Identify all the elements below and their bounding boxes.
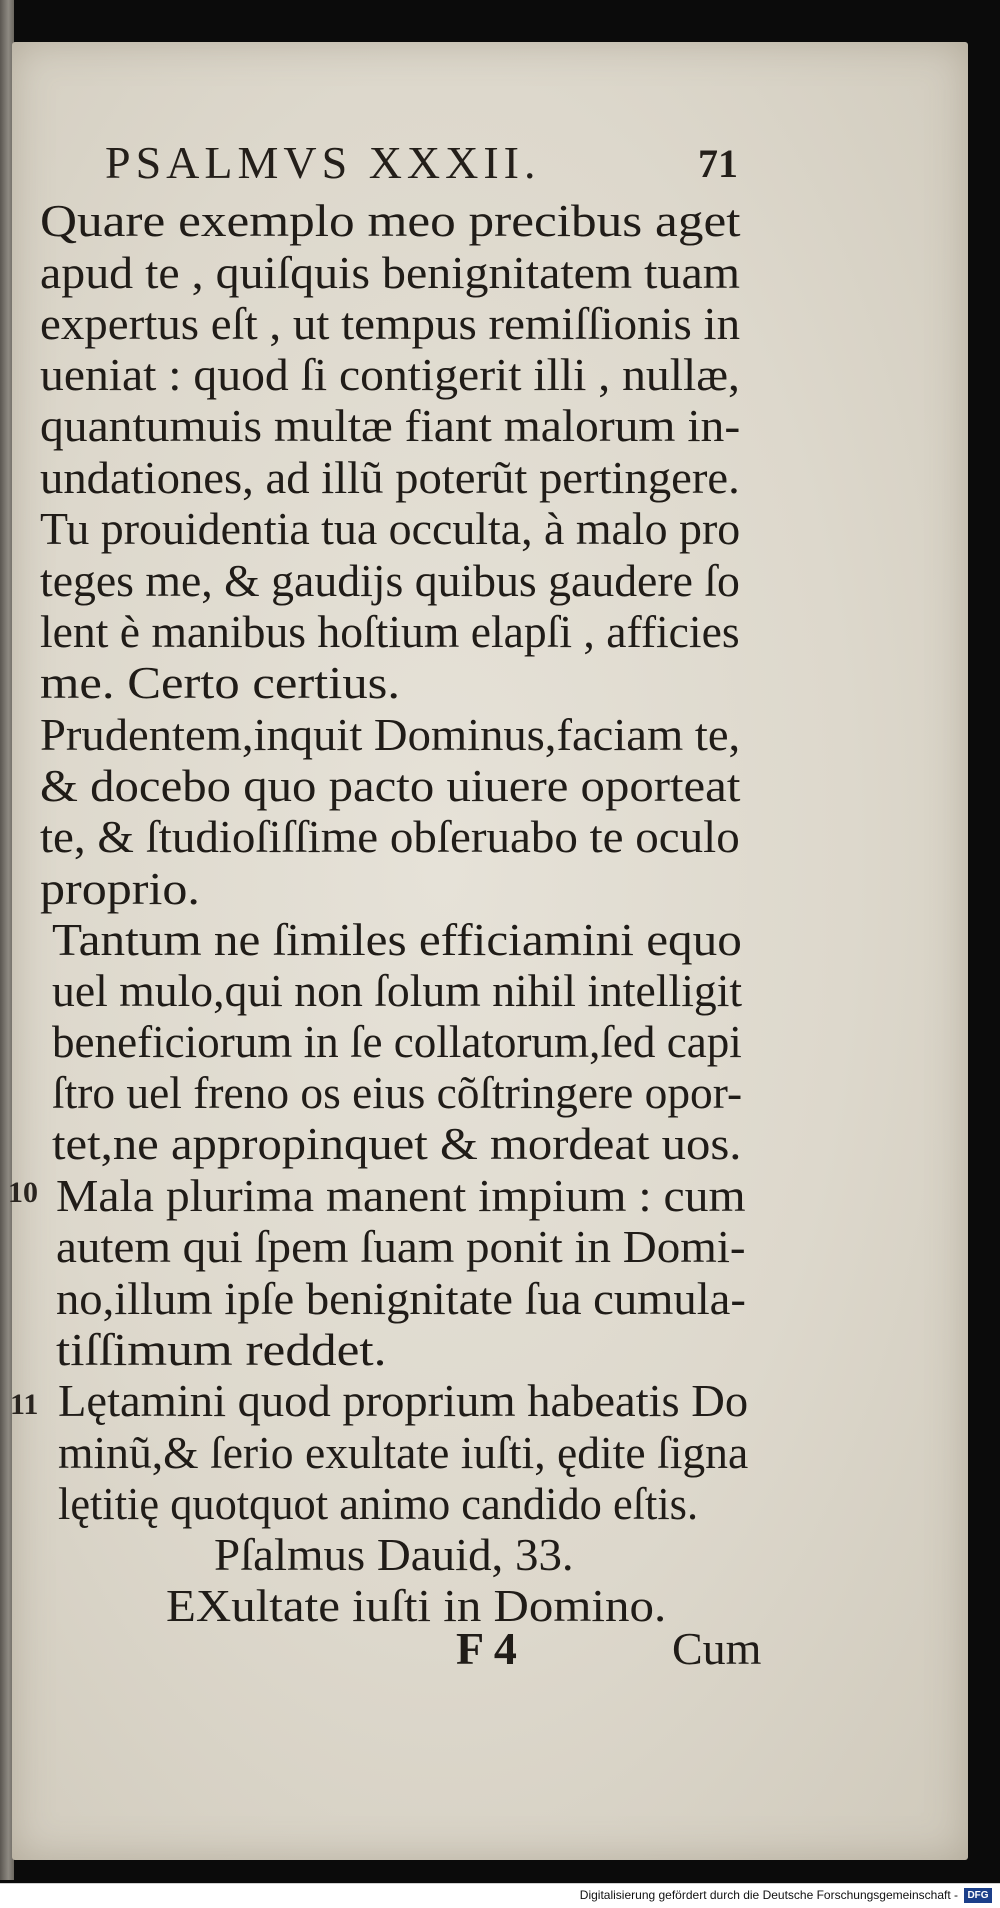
text-line: proprio. [40,863,200,914]
text-line: apud te , quiſquis benignitatem tuam [40,247,740,298]
signature-mark: F 4 [456,1623,517,1674]
text-line: te, & ſtudioſiſſime obſeruabo te oculo [40,811,740,862]
text-line: tiſſimum reddet. [56,1324,387,1375]
text-line: ueniat : quod ſi contigerit illi , nullæ, [40,349,740,400]
text-line: teges me, & gaudijs quibus gaudere ſo [40,555,740,606]
text-line: lent è manibus hoſtium elapſi , afficies [40,606,740,657]
dfg-logo: DFG [964,1888,992,1903]
text-line: beneficiorum in ſe collatorum,ſed capi [52,1016,742,1067]
text-line: Tu prouidentia tua occulta, à malo pro [40,503,741,554]
footer-bar [0,1883,1000,1908]
text-line: tet,ne appropinquet & mordeat uos. [52,1118,742,1169]
text-line: ſtro uel freno os eius cõſtringere opor- [52,1067,743,1118]
text-line: EXultate iuſti in Domino. [166,1580,667,1631]
text-line: undationes, ad illũ poterũt pertingere. [40,452,740,503]
text-line: Lętamini quod proprium habeatis Do [58,1375,749,1426]
verse-mark-11: 11 [10,1388,39,1421]
text-line: Mala plurima manent impium : cum [56,1170,746,1221]
text-line: & docebo quo pacto uiuere oporteat [40,760,741,811]
text-line: lętitię quotquot animo candido eſtis. [58,1478,699,1529]
text-line: Pſalmus Dauid, 33. [214,1529,574,1580]
text-line: Prudentem,inquit Dominus,faciam te, [40,709,741,760]
text-line: uel mulo,qui non ſolum nihil intelligit [52,965,743,1016]
running-head: PSALMVS XXXII. [105,137,541,188]
text-line: Tantum ne ſimiles efficiamini equo [52,914,742,965]
text-line: expertus eſt , ut tempus remiſſionis in [40,298,741,349]
catchword: Cum [672,1623,762,1674]
text-line: me. Certo certius. [40,657,401,708]
text-line: no,illum ipſe benignitate ſua cumula- [56,1273,746,1324]
text-line: minũ,& ſerio exultate iuſti, ędite ſigna [58,1427,749,1478]
text-line: quantumuis multæ fiant malorum in- [40,400,741,451]
footer-credit: Digitalisierung gefördert durch die Deutsche Forschungsgemeinschaft - [579,1888,958,1902]
text-line: Quare exemplo meo precibus aget [40,195,741,246]
text-line: autem qui ſpem ſuam ponit in Domi- [56,1221,746,1272]
folio-number: 71 [698,141,738,186]
verse-mark-10: 10 [8,1176,38,1209]
